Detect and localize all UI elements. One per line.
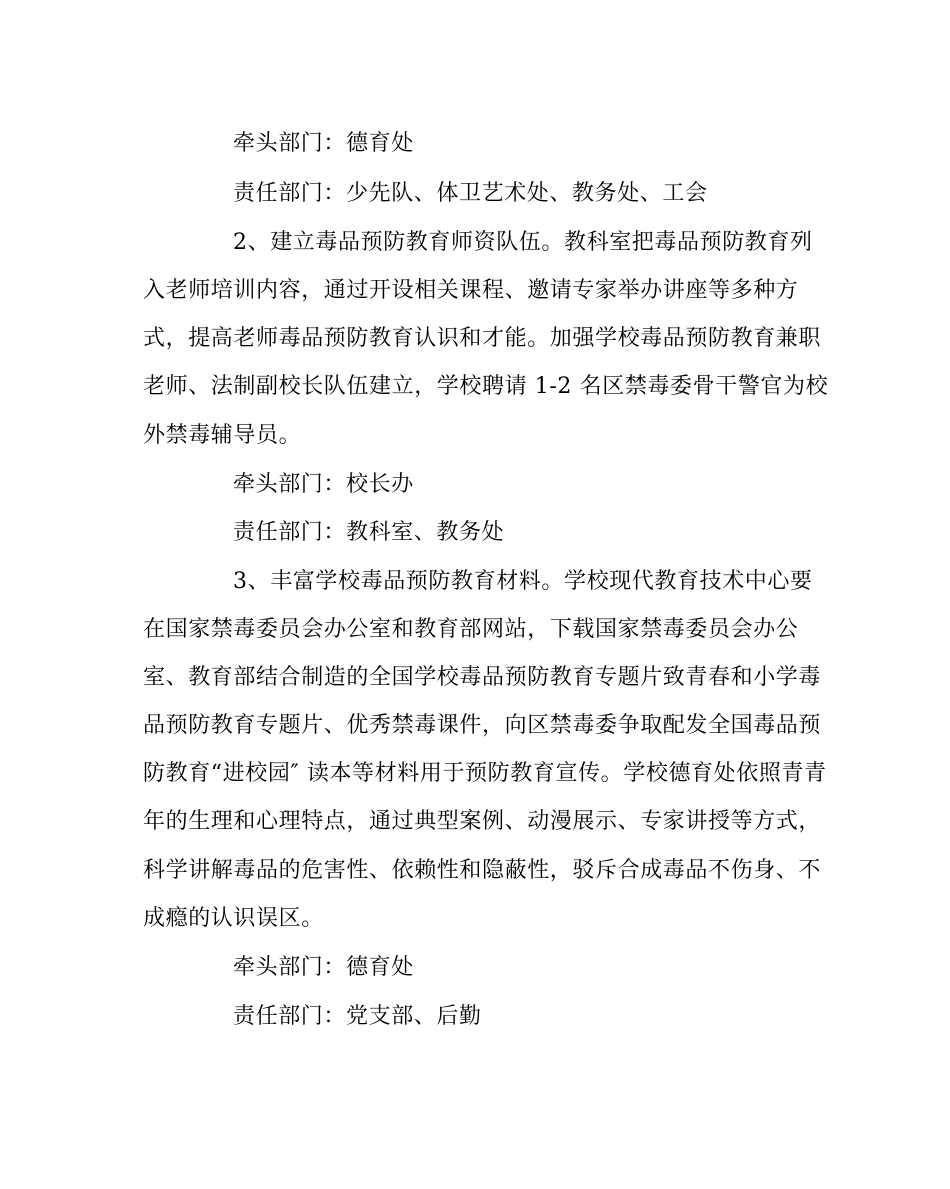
responsible-department-line: 责任部门：教科室、教务处 [233,520,505,545]
paragraph-line: 2、建立毒品预防教育师资队伍。教科室把毒品预防教育列 [233,230,813,255]
paragraph-line: 室、教育部结合制造的全国学校毒品预防教育专题片致青春和小学毒 [143,665,822,690]
paragraph-line: 式，提高老师毒品预防教育认识和才能。加强学校毒品预防教育兼职 [143,326,822,351]
paragraph-line: 成瘾的认识误区。 [143,906,324,931]
responsible-department-line: 责任部门：少先队、体卫艺术处、教务处、工会 [233,181,708,206]
paragraph-line: 3、丰富学校毒品预防教育材料。学校现代教育技术中心要 [233,569,813,594]
lead-department-line: 牵头部门：德育处 [233,955,414,980]
lead-department-line: 牵头部门：校长办 [233,472,414,497]
responsible-department-line: 责任部门：党支部、后勤 [233,1004,482,1029]
paragraph-line: 防教育“进校园″ 读本等材料用于预防教育宣传。学校德育处依照青青 [143,761,827,786]
paragraph-line: 外禁毒辅导员。 [143,423,302,448]
paragraph-line: 年的生理和心理特点，通过典型案例、动漫展示、专家讲授等方式， [143,809,822,834]
paragraph-line: 品预防教育专题片、优秀禁毒课件，向区禁毒委争取配发全国毒品预 [143,713,822,738]
paragraph-line: 科学讲解毒品的危害性、依赖性和隐蔽性，驳斥合成毒品不伤身、不 [143,858,822,883]
paragraph-line: 入老师培训内容，通过开设相关课程、邀请专家举办讲座等多种方 [143,278,799,303]
lead-department-line: 牵头部门：德育处 [233,131,414,156]
paragraph-line: 老师、法制副校长队伍建立，学校聘请 1-2 名区禁毒委骨干警官为校 [143,374,829,399]
paragraph-line: 在国家禁毒委员会办公室和教育部网站，下载国家禁毒委员会办公 [143,617,799,642]
